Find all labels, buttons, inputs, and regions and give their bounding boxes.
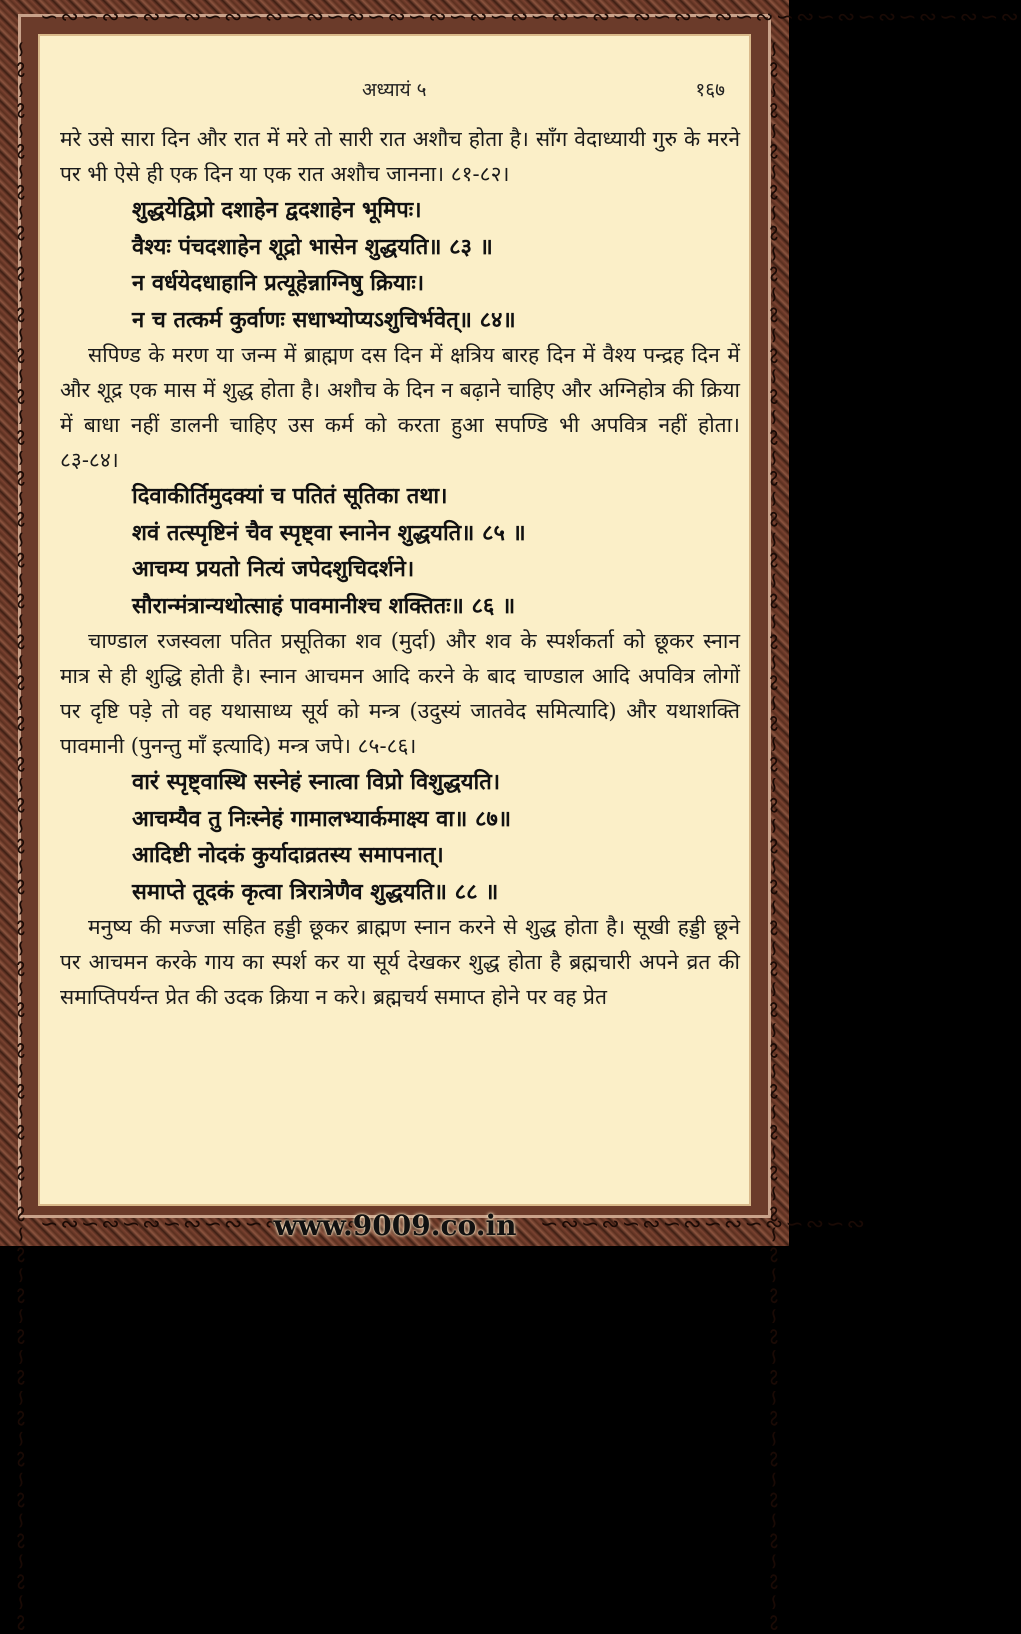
verse-line: आदिष्टी नोदकं कुर्यादाव्रतस्य समापनात्। (132, 842, 444, 868)
verse-block (60, 192, 740, 338)
page-header (40, 76, 749, 106)
verse-block (60, 478, 740, 624)
paragraph: सपिण्ड के मरण या जन्म में ब्राह्मण दस दिन में क्षत्रिय बारह दिन में वैश्य पन्द्रह दिन में और शूद्र एक मास में शुद्ध होता है। अशौच के दिन न बढ़ाने चाहिए और अग्निहोत्र की क्रिया में बाधा नहीं डालनी चाहिए उस कर्म को करता हुआ सपण्डि भी अपवित्र नहीं होता। ८३-८४। (60, 343, 740, 472)
verse-line: शवं तत्स्पृष्टिनं चैव स्पृष्ट्वा स्नानेन शुद्धयति॥ ८५ ॥ (132, 519, 526, 546)
verse-line: न च तत्कर्म कुर्वाणः सधाभ्योप्यऽशुचिर्भवेत्॥ ८४॥ (132, 306, 516, 333)
verse-line: वैश्यः पंचदशाहेन शूद्रो भासेन शुद्धयति॥ ८३ ॥ (132, 233, 493, 260)
verse-line: दिवाकीर्तिमुदक्यां च पतितं सूतिका तथा। (132, 483, 448, 509)
ornament-bottom-right: ∽∾∽∾∽∾∽∾∽∾∽∾∽∾∽∾ (540, 1212, 867, 1237)
verse-line: समाप्ते तूदकं कृत्वा त्रिरात्रेणैव शुद्धयति॥ ८८ ॥ (132, 878, 499, 905)
verse-line: वारं स्पृष्ट्वास्थि सस्नेहं स्नात्वा विप्रो विशुद्धयति। (132, 769, 501, 795)
verse-line: आचम्य प्रयतो नित्यं जपेदशुचिदर्शने। (132, 556, 415, 582)
verse-block (60, 764, 740, 910)
paragraph: मरे उसे सारा दिन और रात में मरे तो सारी रात अशौच होता है। साँग वेदाध्यायी गुरु के मरने पर भी ऐसे ही एक दिन या एक रात अशौच जानना। ८१-८२। (60, 127, 740, 186)
paragraph: मनुष्य की मज्जा सहित हड्डी छूकर ब्राह्मण स्नान करने से शुद्ध होता है। सूखी हड्डी छूने पर आचमन करके गाय का स्पर्श कर या सूर्य देखकर शुद्ध होता है ब्रह्मचारी अपने व्रत की समाप्तिपर्यन्त प्रेत की उदक क्रिया न करे। ब्रह्मचर्य समाप्त होने पर वह प्रेत (60, 915, 740, 1009)
paragraph: चाण्डाल रजस्वला पतित प्रसूतिका शव (मुर्दा) और शव के स्पर्शकर्ता को छूकर स्नान मात्र से ही शुद्धि होती है। स्नान आचमन आदि करने के बाद चाण्डाल आदि अपवित्र लोगों पर दृष्टि पड़े तो वह यथासाध्य सूर्य को मन्त्र (उदुस्यं जातवेद समित्यादि) और यथाशक्ति पावमानी (पुनन्तु माँ इत्यादि) मन्त्र जपे। ८५-८६। (60, 629, 740, 758)
ornament-top: ∽∾∽∾∽∾∽∾∽∾∽∾∽∾∽∾∽∾∽∾∽∾∽∾∽∾∽∾∽∾∽∾∽∾∽∾∽∾∽∾∽∾∽∾∽∾∽∾ (40, 5, 1021, 30)
verse-line: शुद्धयेद्विप्रो दशाहेन द्वदशाहेन भूमिपः। (132, 197, 422, 223)
page-number: १६७ (695, 79, 725, 101)
website-url: www.9009.co.in (273, 1209, 517, 1242)
page-content (60, 122, 740, 1015)
verse-line: सौरान्मंत्रान्यथोत्साहं पावमानीश्च शक्तितः॥ ८६ ॥ (132, 592, 516, 619)
verse-line: आचम्यैव तु निःस्नेहं गामालभ्यार्कमाक्ष्य वा॥ ८७॥ (132, 805, 512, 832)
verse-line: न वर्धयेदधाहानि प्रत्यूहेन्नाग्निषु क्रियाः। (132, 270, 425, 296)
ornament-bottom-left: ∽∾∽∾∽∾∽∾∽∾∽∾∽∾∽∾ (40, 1212, 367, 1237)
ornament-left: ∽∾∽∾∽∾∽∾∽∾∽∾∽∾∽∾∽∾∽∾∽∾∽∾∽∾∽∾∽∾∽∾∽∾∽∾∽∾∽∾∽∾∽∾∽∾∽∾∽∾∽∾∽∾∽∾∽∾∽∾∽∾∽∾∽∾∽∾∽∾∽∾∽∾∽∾∽∾ (8, 40, 33, 1634)
chapter-title: अध्यायं ५ (362, 79, 427, 101)
ornament-right: ∽∾∽∾∽∾∽∾∽∾∽∾∽∾∽∾∽∾∽∾∽∾∽∾∽∾∽∾∽∾∽∾∽∾∽∾∽∾∽∾∽∾∽∾∽∾∽∾∽∾∽∾∽∾∽∾∽∾∽∾∽∾∽∾∽∾∽∾∽∾∽∾∽∾∽∾∽∾ (761, 40, 786, 1634)
book-page (38, 34, 751, 1206)
